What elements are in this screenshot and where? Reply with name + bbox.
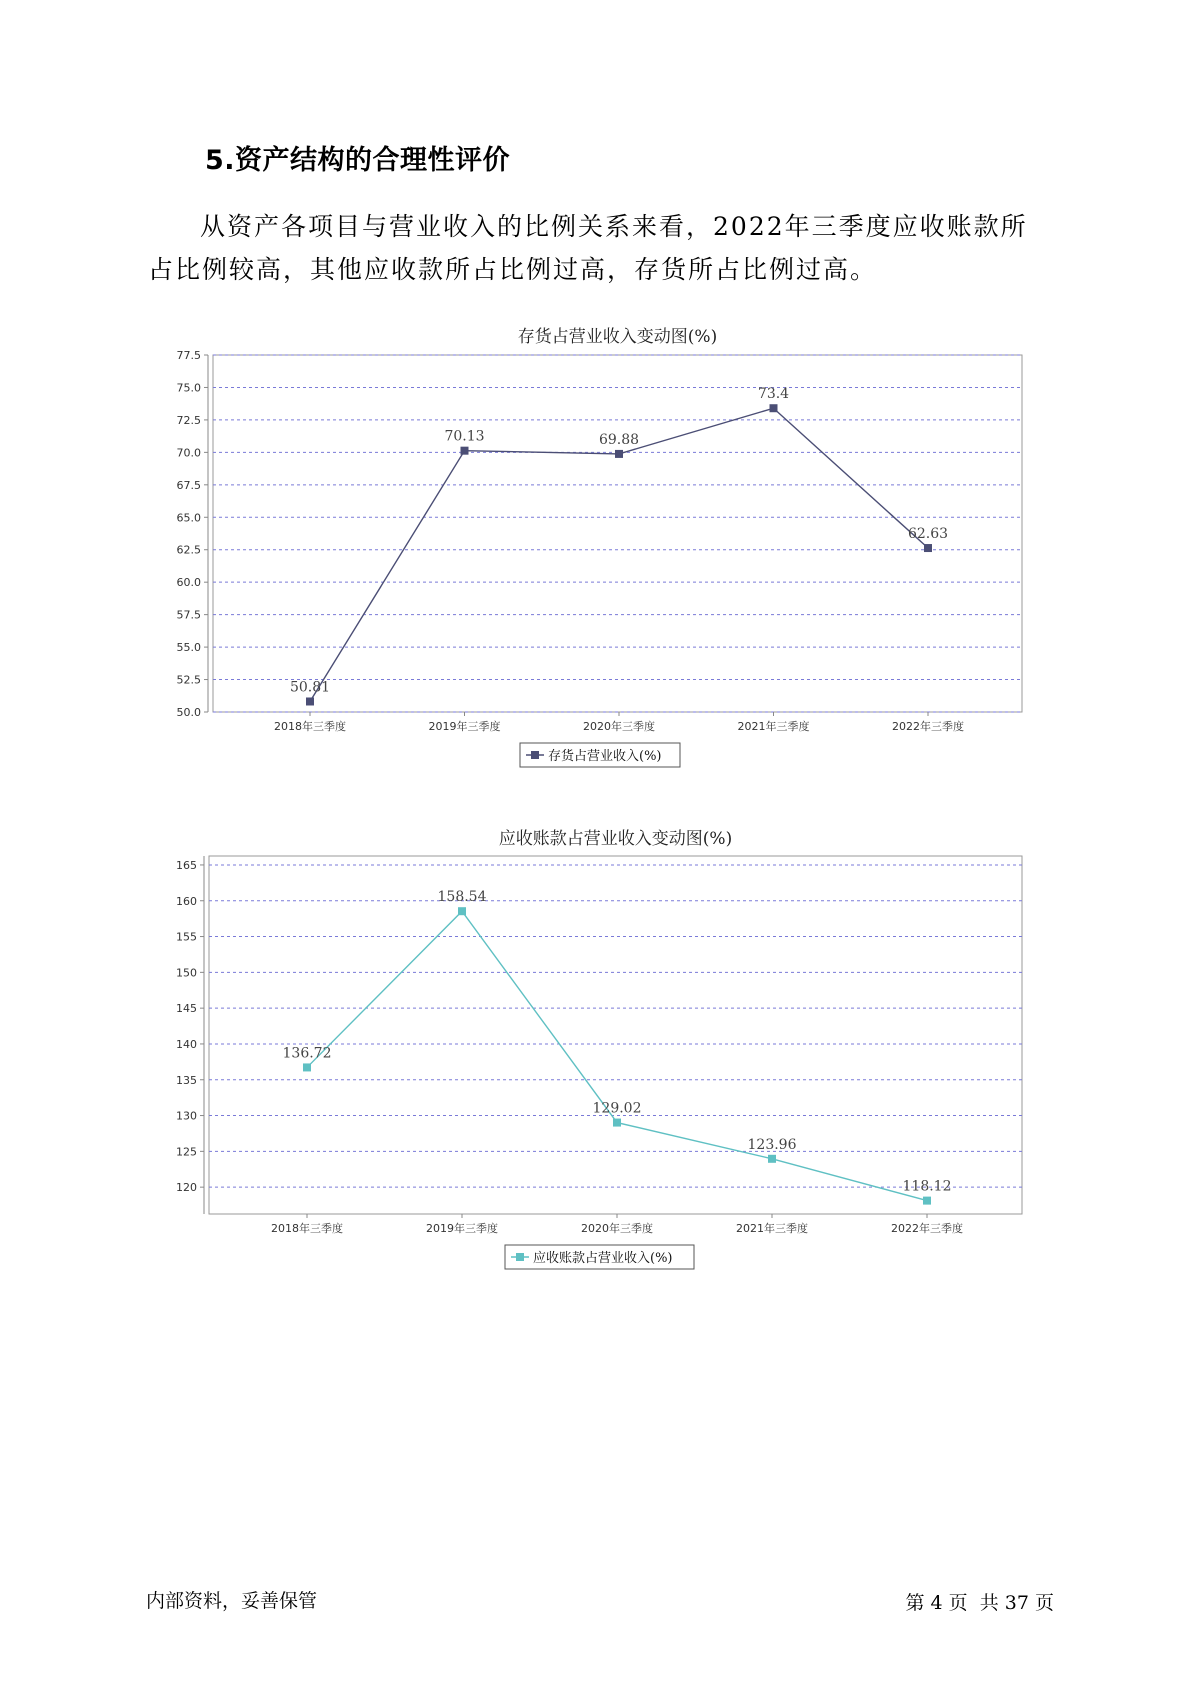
paragraph-line-2: 占比例较高，其他应收款所占比例过高，存货所占比例过高。 <box>148 255 878 284</box>
data-label: 69.88 <box>598 431 640 448</box>
y-tick-label: 50.0 <box>176 706 201 719</box>
data-point <box>306 697 314 705</box>
legend-marker <box>531 751 539 759</box>
y-tick-label: 62.5 <box>176 543 201 557</box>
y-tick-label: 155 <box>176 930 197 944</box>
data-point <box>924 544 932 552</box>
data-label: 136.72 <box>282 1045 332 1062</box>
data-point <box>303 1063 311 1071</box>
paragraph-line-1: 从资产各项目与营业收入的比例关系来看，2022年三季度应收账款所 <box>200 212 1028 241</box>
y-tick-label: 67.5 <box>176 478 201 492</box>
data-label: 118.12 <box>902 1178 952 1195</box>
data-label: 129.02 <box>592 1100 642 1117</box>
y-tick-label: 65.0 <box>176 511 201 525</box>
plot-frame <box>209 856 1022 1214</box>
y-tick-label: 52.5 <box>176 673 201 687</box>
legend-label: 存货占营业收入(%) <box>548 749 662 764</box>
y-tick-label: 125 <box>176 1145 197 1159</box>
data-label: 123.96 <box>747 1136 797 1153</box>
x-tick-label: 2019年三季度 <box>426 1222 498 1235</box>
legend-marker <box>516 1253 524 1261</box>
data-point <box>770 404 778 412</box>
x-tick-label: 2022年三季度 <box>891 1222 963 1235</box>
legend-label: 应收账款占营业收入(%) <box>533 1251 673 1266</box>
series-line <box>307 911 927 1200</box>
data-label: 158.54 <box>437 889 487 906</box>
y-tick-label: 60.0 <box>176 576 201 590</box>
y-tick-label: 57.5 <box>176 608 201 622</box>
y-tick-label: 75.0 <box>176 381 201 395</box>
y-tick-label: 140 <box>176 1037 197 1051</box>
y-tick-label: 55.0 <box>176 641 201 655</box>
plot-frame <box>213 355 1022 712</box>
y-tick-label: 150 <box>176 966 197 980</box>
footer-page-number: 第 4 页 共 37 页 <box>905 1592 1054 1614</box>
x-tick-label: 2021年三季度 <box>737 720 810 733</box>
x-tick-label: 2019年三季度 <box>428 720 501 733</box>
data-point <box>461 447 469 455</box>
y-tick-label: 165 <box>176 858 197 872</box>
data-label: 62.63 <box>907 526 949 543</box>
y-tick-label: 77.5 <box>176 349 201 362</box>
y-tick-label: 72.5 <box>176 413 201 427</box>
data-point <box>768 1155 776 1163</box>
data-point <box>613 1119 621 1127</box>
section-heading: 5.资产结构的合理性评价 <box>205 145 511 176</box>
x-tick-label: 2018年三季度 <box>271 1222 343 1235</box>
data-label: 70.13 <box>444 428 485 445</box>
y-tick-label: 70.0 <box>176 446 201 460</box>
x-tick-label: 2021年三季度 <box>736 1222 808 1235</box>
data-label: 50.81 <box>289 679 331 696</box>
y-tick-label: 160 <box>176 894 197 908</box>
x-tick-label: 2022年三季度 <box>892 720 964 733</box>
y-tick-label: 130 <box>176 1109 197 1123</box>
x-tick-label: 2018年三季度 <box>274 720 346 733</box>
data-point <box>923 1197 931 1205</box>
x-tick-label: 2020年三季度 <box>581 1222 653 1235</box>
y-tick-label: 135 <box>176 1073 197 1087</box>
y-tick-label: 120 <box>176 1181 197 1195</box>
data-label: 73.4 <box>757 386 790 403</box>
data-point <box>615 450 623 458</box>
footer-confidential: 内部资料，妥善保管 <box>146 1590 318 1612</box>
y-tick-label: 145 <box>176 1002 197 1016</box>
chart-title: 存货占营业收入变动图(%) <box>517 327 718 347</box>
x-tick-label: 2020年三季度 <box>583 720 655 733</box>
chart-title: 应收账款占营业收入变动图(%) <box>498 829 733 849</box>
data-point <box>458 907 466 915</box>
